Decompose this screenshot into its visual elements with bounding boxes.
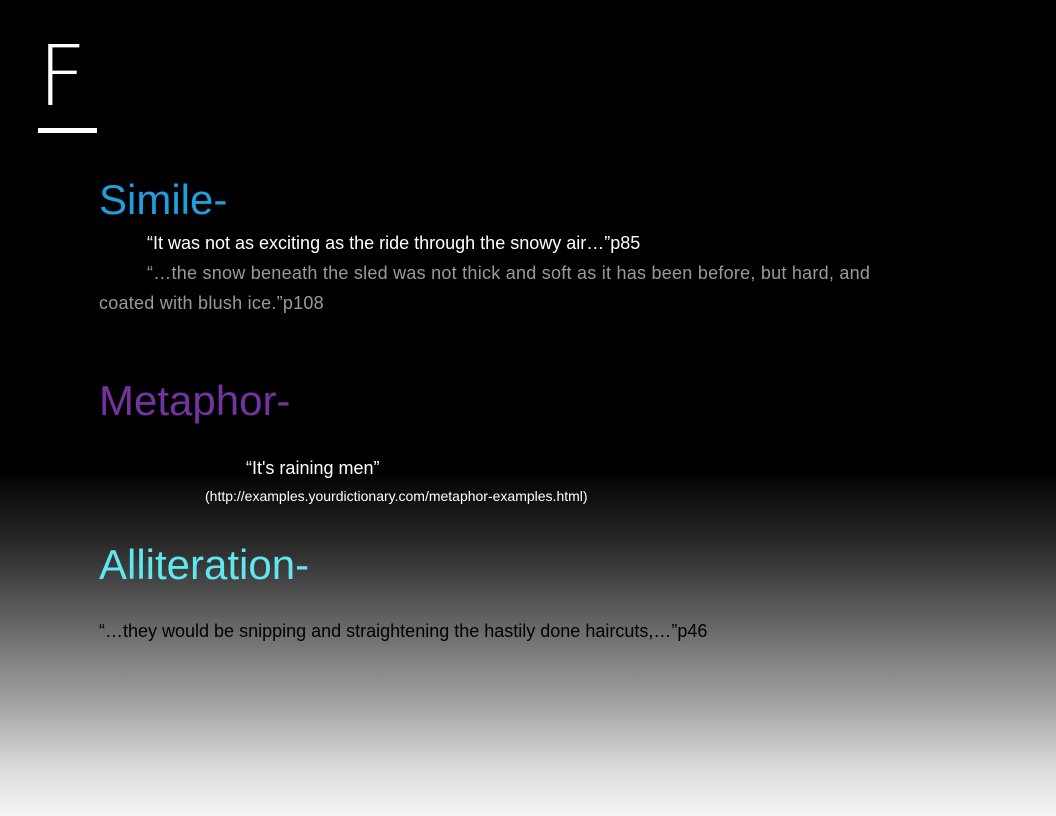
simile-quote-2 <box>99 258 879 318</box>
slide-letter: F <box>38 27 87 125</box>
slide-letter-underline <box>38 128 97 133</box>
simile-quote-1: “It was not as exciting as the ride through the snowy air…”p85 <box>147 233 641 253</box>
alliteration-heading: Alliteration- <box>99 541 310 588</box>
metaphor-source: (http://examples.yourdictionary.com/metaphor-examples.html) <box>205 488 588 504</box>
metaphor-heading: Metaphor- <box>99 377 291 424</box>
simile-quote-2-text: “…the snow beneath the sled was not thick and soft as it has been before, but hard, and coated with blush ice.”p108 <box>99 263 871 313</box>
metaphor-quote: “It's raining men” <box>246 458 380 478</box>
simile-heading: Simile- <box>99 176 228 223</box>
alliteration-quote: “…they would be snipping and straightening the hastily done haircuts,…”p46 <box>99 621 708 641</box>
